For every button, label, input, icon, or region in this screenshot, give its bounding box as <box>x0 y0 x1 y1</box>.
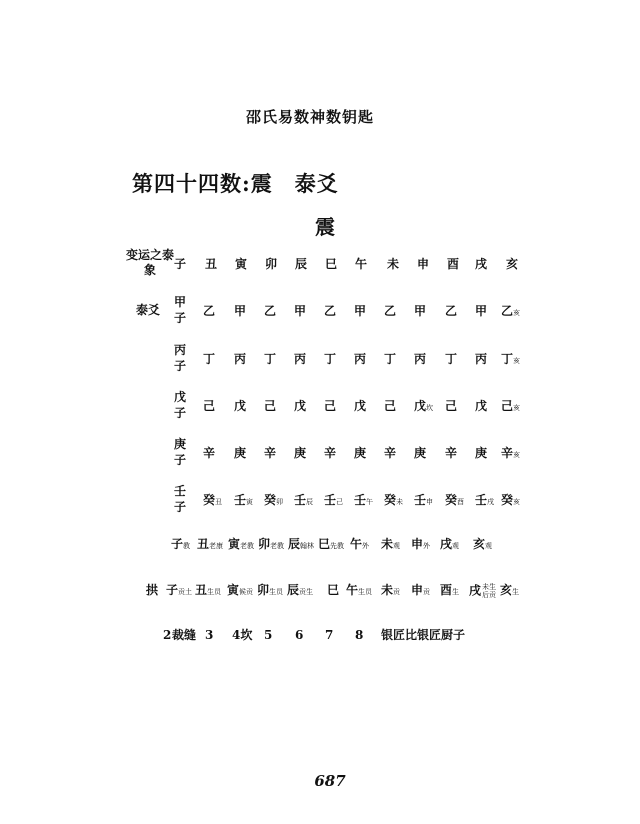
stem-cell: 丁 <box>324 352 337 366</box>
stem-cell: 乙 <box>324 304 337 318</box>
teaching-cell: 辰翰林 <box>288 537 315 551</box>
stem-cell: 辛 <box>203 446 216 460</box>
header-cell: 辰 <box>295 257 308 271</box>
craft-cell: 6 <box>295 628 304 642</box>
craft-cell: 7 <box>325 628 334 642</box>
stem-cell: 癸未 <box>384 493 404 507</box>
header-cell: 申 <box>417 257 430 271</box>
stem-cell: 丁 <box>203 352 216 366</box>
craft-cell: 3 <box>205 628 214 642</box>
gong-cell: 巳 <box>327 583 340 597</box>
header-cell: 卯 <box>265 257 278 271</box>
stem-cell: 己亥 <box>501 399 521 413</box>
gong-cell: 戌 未生 后贡 <box>469 583 497 599</box>
craft-cell: 银匠 <box>381 628 406 642</box>
craft-cell: 厨子 <box>441 628 466 642</box>
page-number: 687 <box>314 772 346 790</box>
stem-cell: 己 <box>264 399 277 413</box>
teaching-cell: 午外 <box>350 537 370 551</box>
stem-cell: 甲 <box>414 304 427 318</box>
craft-cell: 5 <box>264 628 273 642</box>
stem-cell: 丁 <box>445 352 458 366</box>
teaching-cell: 丑老康 <box>197 537 224 551</box>
stem-cell: 戊 <box>475 399 488 413</box>
gong-label: 拱 <box>146 583 159 597</box>
craft-cell: 8 <box>355 628 364 642</box>
teaching-cell: 亥观 <box>473 537 493 551</box>
stem-cell: 戊 <box>294 399 307 413</box>
stem-cell: 庚 <box>234 446 247 460</box>
gong-cell: 酉生 <box>440 583 460 597</box>
gong-cell: 辰贡生 <box>287 583 314 597</box>
stem-cell: 丙 <box>234 352 247 366</box>
stem-cell: 甲 <box>475 304 488 318</box>
stem-cell: 乙 <box>264 304 277 318</box>
craft-cell: 比银匠 <box>405 628 442 642</box>
stem-cell: 甲 <box>354 304 367 318</box>
stem-cell: 丙 <box>414 352 427 366</box>
header-cell: 未 <box>387 257 400 271</box>
stem-row-label: 壬 子 <box>173 484 186 514</box>
header-cell: 子 <box>174 257 187 271</box>
book-title: 邵氏易数神数钥匙 <box>245 108 374 126</box>
stem-cell: 庚 <box>294 446 307 460</box>
stem-cell: 丙 <box>475 352 488 366</box>
gong-cell: 未贡 <box>381 583 401 597</box>
stem-cell: 壬申 <box>414 493 434 507</box>
stem-cell: 壬午 <box>354 493 374 507</box>
stem-cell: 丁 <box>264 352 277 366</box>
stem-cell: 辛 <box>445 446 458 460</box>
stem-cell: 辛 <box>384 446 397 460</box>
teaching-cell: 未观 <box>381 537 401 551</box>
header-cell: 酉 <box>447 257 460 271</box>
header-cell: 寅 <box>235 257 248 271</box>
stem-cell: 乙 <box>203 304 216 318</box>
stem-cell: 癸丑 <box>203 493 223 507</box>
gong-cell: 寅候贡 <box>227 583 254 597</box>
stem-cell: 辛 <box>264 446 277 460</box>
stem-cell: 戊坎 <box>414 399 434 413</box>
stem-cell: 丙 <box>294 352 307 366</box>
trigram-heading: 震 <box>315 215 335 239</box>
teaching-cell: 戌观 <box>440 537 460 551</box>
stem-cell: 癸酉 <box>445 493 465 507</box>
gong-cell: 午生员 <box>346 583 373 597</box>
header-cell: 丑 <box>205 257 218 271</box>
gong-cell: 申贡 <box>411 583 431 597</box>
teaching-cell: 子教 <box>171 537 191 551</box>
stem-cell: 辛 <box>324 446 337 460</box>
stem-row-label: 庚 子 <box>173 437 186 467</box>
stem-cell: 戊 <box>354 399 367 413</box>
teaching-cell: 申外 <box>411 537 431 551</box>
stem-cell: 庚 <box>354 446 367 460</box>
header-label-line2: 象 <box>143 263 156 277</box>
tai-yao-label: 泰爻 <box>136 303 161 317</box>
stem-cell: 丙 <box>354 352 367 366</box>
teaching-cell: 卯老教 <box>258 537 285 551</box>
teaching-cell: 寅老教 <box>228 537 255 551</box>
header-cell: 午 <box>355 257 368 271</box>
stem-cell: 癸亥 <box>501 493 521 507</box>
header-label-line1: 变运之泰 <box>125 248 174 262</box>
chapter-heading: 第四十四数:震 泰爻 <box>132 171 339 196</box>
stem-row-label: 甲 子 <box>173 295 186 325</box>
craft-cell: 4坎 <box>232 628 253 642</box>
stem-cell: 壬辰 <box>294 493 314 507</box>
stem-cell: 庚 <box>475 446 488 460</box>
craft-cell: 裁缝 <box>172 628 197 642</box>
gong-cell: 子贡土 <box>166 583 193 597</box>
gong-cell: 卯生员 <box>257 583 284 597</box>
stem-cell: 戊 <box>234 399 247 413</box>
stem-cell: 丁 <box>384 352 397 366</box>
stem-cell: 乙亥 <box>501 304 521 318</box>
stem-cell: 己 <box>203 399 216 413</box>
stem-cell: 癸卯 <box>264 493 284 507</box>
stem-cell: 壬戌 <box>475 493 495 507</box>
teaching-cell: 巳先教 <box>318 537 345 551</box>
header-cell: 亥 <box>506 257 519 271</box>
stem-cell: 己 <box>384 399 397 413</box>
stem-cell: 壬寅 <box>234 493 254 507</box>
stem-cell: 乙 <box>445 304 458 318</box>
stem-cell: 甲 <box>234 304 247 318</box>
stem-cell: 庚 <box>414 446 427 460</box>
stem-cell: 己 <box>445 399 458 413</box>
stem-cell: 辛亥 <box>501 446 521 460</box>
stem-row-label: 丙 子 <box>173 343 186 373</box>
gong-cell: 亥生 <box>500 583 520 597</box>
gong-cell: 丑生员 <box>195 583 222 597</box>
header-cell: 巳 <box>325 257 338 271</box>
stem-cell: 壬己 <box>324 493 344 507</box>
stem-cell: 乙 <box>384 304 397 318</box>
stem-cell: 丁亥 <box>501 352 521 366</box>
header-row-label <box>122 248 178 278</box>
header-cell: 戌 <box>475 257 488 271</box>
stem-cell: 己 <box>324 399 337 413</box>
craft-cell: 2 <box>163 628 172 642</box>
stem-cell: 甲 <box>294 304 307 318</box>
stem-row-label: 戊 子 <box>173 390 186 420</box>
